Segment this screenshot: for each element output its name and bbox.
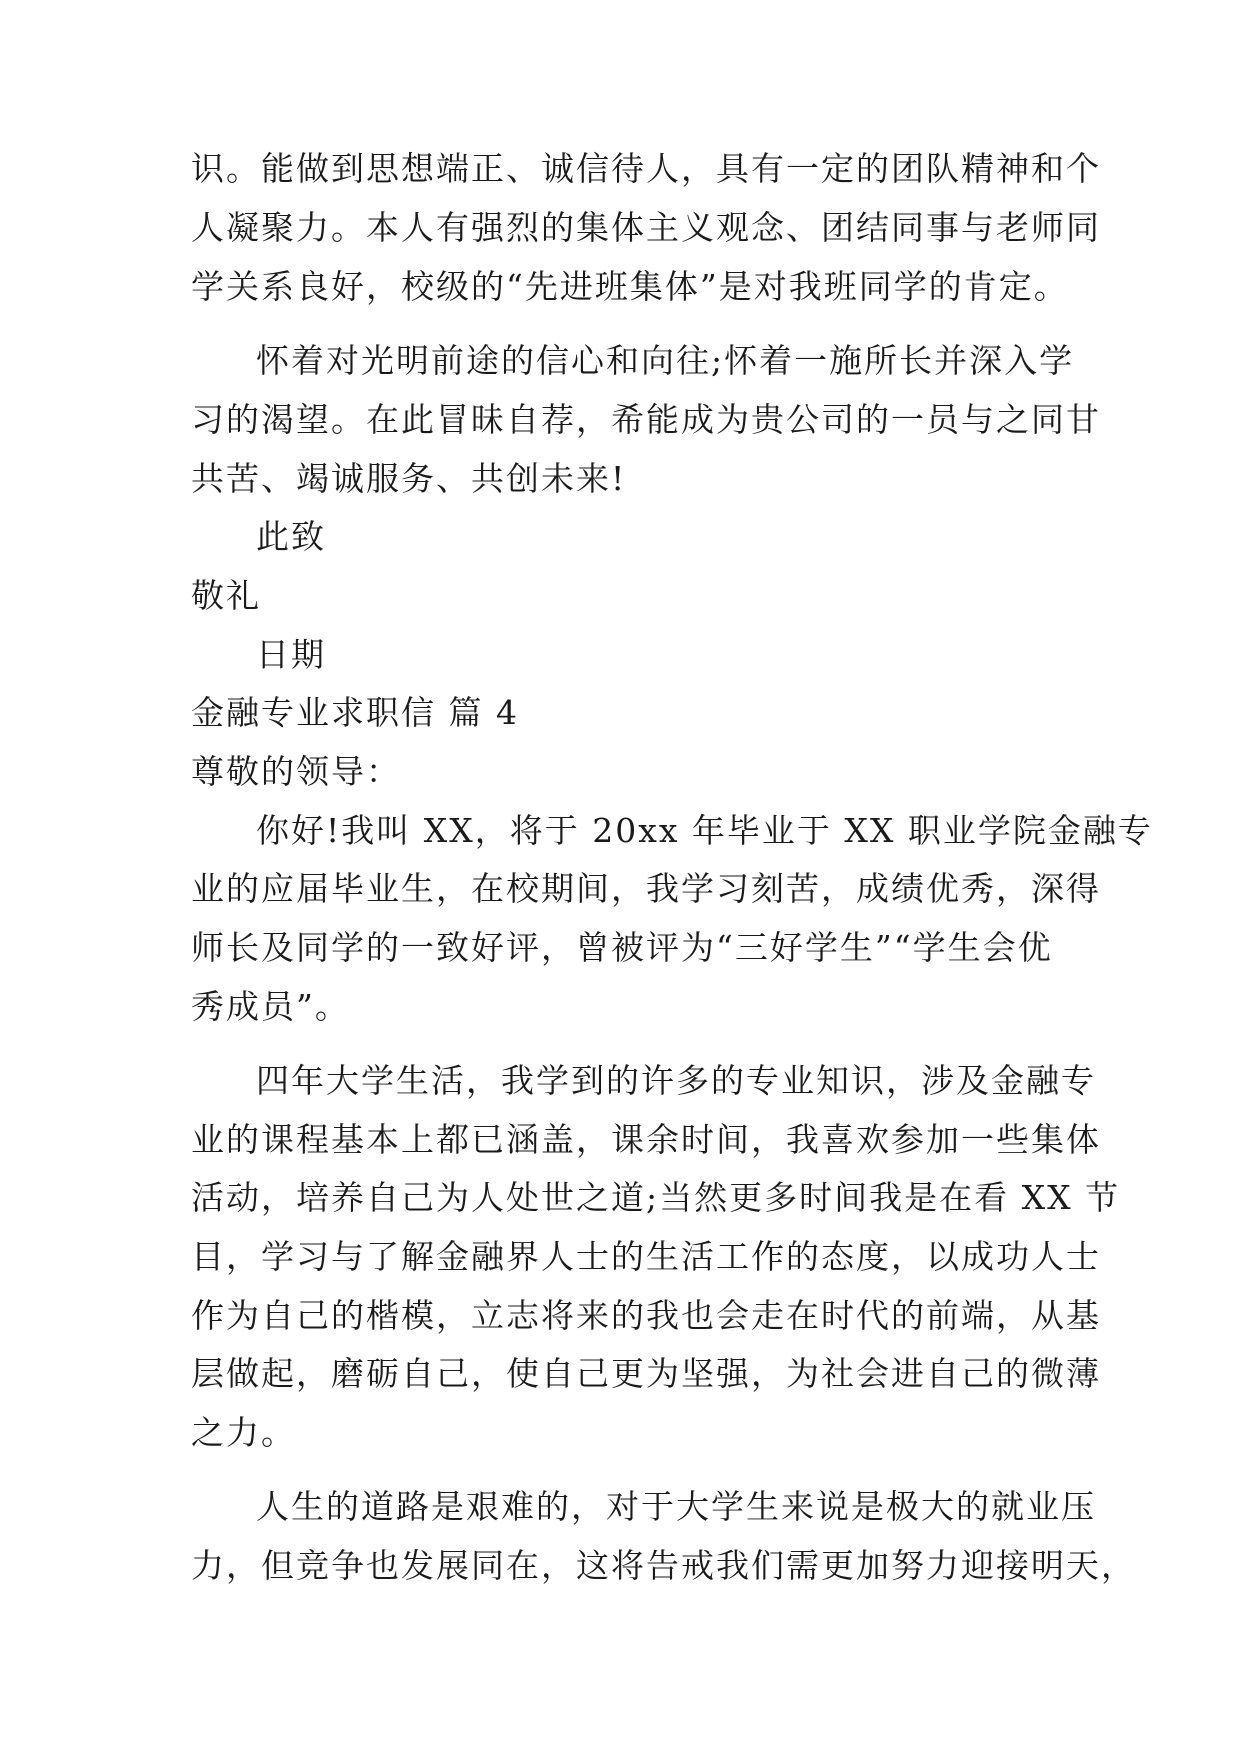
text-line: 识。能做到思想端正、诚信待人，具有一定的团队精神和个 (191, 149, 1101, 188)
date-label: 日期 (256, 635, 326, 674)
text-line: 人凝聚力。本人有强烈的集体主义观念、团结同事与老师同 (191, 208, 1101, 247)
text-line: 秀成员”。 (191, 987, 350, 1026)
text-line: 目，学习与了解金融界人士的生活工作的态度，以成功人士 (191, 1237, 1101, 1276)
text-line: 层做起，磨砺自己，使自己更为坚强，为社会进自己的微薄 (191, 1354, 1101, 1393)
text-line: 活动，培养自己为人处世之道;当然更多时间我是在看 XX 节 (191, 1178, 1121, 1217)
text-line: 力，但竞争也发展同在，这将告戒我们需更加努力迎接明天， (191, 1546, 1136, 1585)
text-line: 之力。 (191, 1413, 296, 1452)
text-line: 人生的道路是艰难的，对于大学生来说是极大的就业压 (256, 1487, 1096, 1526)
section-title: 金融专业求职信 篇 4 (191, 693, 519, 732)
text-line: 你好!我叫 XX，将于 20xx 年毕业于 XX 职业学院金融专 (256, 811, 1153, 850)
text-line: 学关系良好，校级的“先进班集体”是对我班同学的肯定。 (191, 267, 1069, 306)
text-line: 四年大学生活，我学到的许多的专业知识，涉及金融专 (256, 1061, 1096, 1100)
text-line: 共苦、竭诚服务、共创未来! (191, 459, 627, 498)
closing-regards: 敬礼 (191, 576, 261, 615)
text-line: 业的课程基本上都已涵盖，课余时间，我喜欢参加一些集体 (191, 1120, 1101, 1159)
text-line: 怀着对光明前途的信心和向往;怀着一施所长并深入学 (256, 341, 1075, 380)
text-line: 习的渴望。在此冒昧自荐，希能成为贵公司的一员与之同甘 (191, 400, 1101, 439)
text-line: 师长及同学的一致好评，曾被评为“三好学生”“学生会优 (191, 928, 1053, 967)
closing-salutation: 此致 (256, 517, 326, 556)
text-line: 业的应届毕业生，在校期间，我学习刻苦，成绩优秀，深得 (191, 869, 1101, 908)
text-line: 作为自己的楷模，立志将来的我也会走在时代的前端，从基 (191, 1296, 1101, 1335)
greeting: 尊敬的领导： (191, 752, 401, 791)
